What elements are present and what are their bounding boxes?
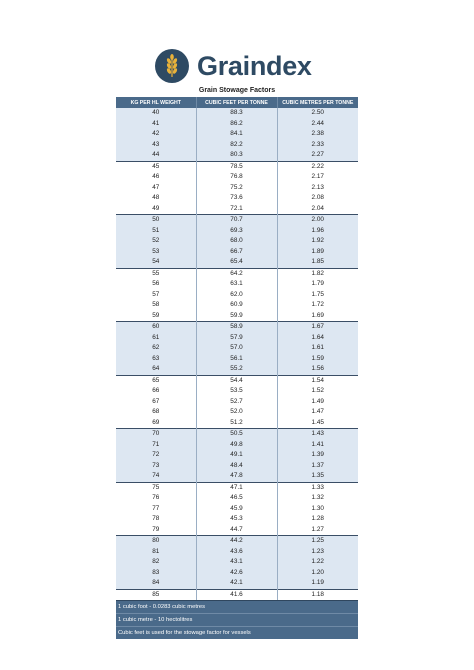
cell-cubic-metres: 1.82: [277, 268, 358, 279]
table-row: [116, 183, 358, 194]
cell-cubic-feet: 66.7: [196, 247, 277, 258]
cell-cubic-feet: 46.5: [196, 493, 277, 504]
cell-cubic-feet: 44.7: [196, 525, 277, 536]
cell-cubic-feet: 57.9: [196, 333, 277, 344]
cell-cubic-metres: 2.04: [277, 204, 358, 215]
cell-cubic-metres: 1.23: [277, 547, 358, 558]
cell-kg-per-hl: 66: [116, 386, 196, 397]
column-header-cubic-feet: CUBIC FEET PER TONNE: [196, 97, 277, 108]
cell-cubic-feet: 47.1: [196, 482, 277, 493]
cell-kg-per-hl: 79: [116, 525, 196, 536]
cell-cubic-feet: 70.7: [196, 215, 277, 226]
cell-cubic-metres: 1.30: [277, 504, 358, 515]
cell-cubic-feet: 80.3: [196, 150, 277, 161]
cell-cubic-feet: 49.8: [196, 440, 277, 451]
table-row: [116, 557, 358, 568]
table-row: [116, 354, 358, 365]
table-row: [116, 386, 358, 397]
cell-kg-per-hl: 56: [116, 279, 196, 290]
cell-cubic-feet: 42.6: [196, 568, 277, 579]
table-row: [116, 461, 358, 472]
cell-cubic-metres: 1.67: [277, 322, 358, 333]
table-row: [116, 172, 358, 183]
cell-cubic-feet: 44.2: [196, 536, 277, 547]
cell-cubic-metres: 1.28: [277, 514, 358, 525]
cell-cubic-metres: 2.50: [277, 108, 358, 119]
cell-cubic-metres: 2.38: [277, 129, 358, 140]
cell-cubic-metres: 1.20: [277, 568, 358, 579]
cell-kg-per-hl: 58: [116, 300, 196, 311]
cell-kg-per-hl: 45: [116, 161, 196, 172]
cell-cubic-feet: 59.9: [196, 311, 277, 322]
cell-kg-per-hl: 74: [116, 471, 196, 482]
table-row: [116, 536, 358, 547]
table-row: [116, 364, 358, 375]
cell-cubic-feet: 84.1: [196, 129, 277, 140]
table-row: [116, 236, 358, 247]
cell-cubic-feet: 78.5: [196, 161, 277, 172]
table-row: [116, 514, 358, 525]
cell-cubic-metres: 1.49: [277, 397, 358, 408]
brand-name: Graindex: [197, 50, 312, 81]
cell-kg-per-hl: 50: [116, 215, 196, 226]
cell-kg-per-hl: 57: [116, 290, 196, 301]
cell-cubic-feet: 58.9: [196, 322, 277, 333]
cell-cubic-metres: 2.22: [277, 161, 358, 172]
table-row: [116, 429, 358, 440]
cell-cubic-metres: 1.72: [277, 300, 358, 311]
cell-cubic-metres: 1.33: [277, 482, 358, 493]
cell-kg-per-hl: 59: [116, 311, 196, 322]
cell-cubic-metres: 2.13: [277, 183, 358, 194]
cell-cubic-metres: 1.47: [277, 407, 358, 418]
cell-kg-per-hl: 61: [116, 333, 196, 344]
cell-kg-per-hl: 55: [116, 268, 196, 279]
cell-cubic-feet: 57.0: [196, 343, 277, 354]
cell-cubic-metres: 1.27: [277, 525, 358, 536]
cell-cubic-feet: 42.1: [196, 578, 277, 589]
cell-kg-per-hl: 69: [116, 418, 196, 429]
stowage-factors-table: [116, 97, 358, 600]
cell-kg-per-hl: 52: [116, 236, 196, 247]
cell-cubic-feet: 63.1: [196, 279, 277, 290]
table-row: [116, 129, 358, 140]
cell-cubic-feet: 75.2: [196, 183, 277, 194]
cell-kg-per-hl: 70: [116, 429, 196, 440]
table-row: [116, 204, 358, 215]
cell-cubic-feet: 52.7: [196, 397, 277, 408]
cell-cubic-metres: 1.64: [277, 333, 358, 344]
table-row: [116, 471, 358, 482]
table-row: [116, 375, 358, 386]
cell-cubic-metres: 1.35: [277, 471, 358, 482]
table-row: [116, 440, 358, 451]
cell-kg-per-hl: 43: [116, 140, 196, 151]
table-header-row: [116, 97, 358, 108]
cell-kg-per-hl: 64: [116, 364, 196, 375]
table-row: [116, 140, 358, 151]
cell-kg-per-hl: 80: [116, 536, 196, 547]
cell-cubic-feet: 41.6: [196, 589, 277, 600]
note-cubic-metre: 1 cubic metre - 10 hectolitres: [116, 613, 358, 626]
table-row: [116, 568, 358, 579]
cell-kg-per-hl: 63: [116, 354, 196, 365]
table-row: [116, 161, 358, 172]
cell-kg-per-hl: 82: [116, 557, 196, 568]
cell-kg-per-hl: 84: [116, 578, 196, 589]
cell-cubic-metres: 1.25: [277, 536, 358, 547]
notes-block: [116, 600, 358, 639]
table-row: [116, 119, 358, 130]
cell-cubic-metres: 1.45: [277, 418, 358, 429]
cell-kg-per-hl: 81: [116, 547, 196, 558]
cell-cubic-feet: 60.9: [196, 300, 277, 311]
table-row: [116, 311, 358, 322]
cell-kg-per-hl: 78: [116, 514, 196, 525]
table-row: [116, 547, 358, 558]
cell-cubic-metres: 1.96: [277, 226, 358, 237]
cell-kg-per-hl: 76: [116, 493, 196, 504]
cell-cubic-metres: 1.32: [277, 493, 358, 504]
cell-cubic-metres: 1.54: [277, 375, 358, 386]
cell-cubic-feet: 55.2: [196, 364, 277, 375]
cell-cubic-feet: 50.5: [196, 429, 277, 440]
cell-cubic-feet: 43.6: [196, 547, 277, 558]
table-row: [116, 247, 358, 258]
cell-cubic-metres: 1.43: [277, 429, 358, 440]
cell-cubic-feet: 65.4: [196, 257, 277, 268]
cell-kg-per-hl: 49: [116, 204, 196, 215]
table-row: [116, 343, 358, 354]
table-row: [116, 279, 358, 290]
table-row: [116, 150, 358, 161]
cell-cubic-feet: 43.1: [196, 557, 277, 568]
cell-kg-per-hl: 77: [116, 504, 196, 515]
cell-cubic-metres: 1.22: [277, 557, 358, 568]
cell-cubic-metres: 1.18: [277, 589, 358, 600]
cell-cubic-feet: 45.9: [196, 504, 277, 515]
cell-cubic-metres: 1.52: [277, 386, 358, 397]
column-header-cubic-metres: CUBIC METRES PER TONNE: [277, 97, 358, 108]
table-row: [116, 397, 358, 408]
cell-cubic-metres: 2.17: [277, 172, 358, 183]
cell-cubic-feet: 48.4: [196, 461, 277, 472]
table-row: [116, 504, 358, 515]
cell-cubic-metres: 1.69: [277, 311, 358, 322]
cell-kg-per-hl: 62: [116, 343, 196, 354]
cell-kg-per-hl: 71: [116, 440, 196, 451]
cell-kg-per-hl: 47: [116, 183, 196, 194]
table-row: [116, 418, 358, 429]
cell-kg-per-hl: 48: [116, 193, 196, 204]
cell-cubic-feet: 88.3: [196, 108, 277, 119]
cell-kg-per-hl: 72: [116, 450, 196, 461]
table-row: [116, 493, 358, 504]
cell-kg-per-hl: 60: [116, 322, 196, 333]
cell-cubic-feet: 73.6: [196, 193, 277, 204]
table-row: [116, 300, 358, 311]
cell-kg-per-hl: 41: [116, 119, 196, 130]
stowage-table-container: [116, 97, 358, 639]
cell-kg-per-hl: 51: [116, 226, 196, 237]
cell-cubic-metres: 2.27: [277, 150, 358, 161]
cell-cubic-metres: 2.00: [277, 215, 358, 226]
table-row: [116, 482, 358, 493]
cell-kg-per-hl: 46: [116, 172, 196, 183]
table-row: [116, 322, 358, 333]
cell-cubic-metres: 2.33: [277, 140, 358, 151]
cell-kg-per-hl: 54: [116, 257, 196, 268]
cell-cubic-feet: 62.0: [196, 290, 277, 301]
cell-cubic-feet: 56.1: [196, 354, 277, 365]
table-row: [116, 525, 358, 536]
cell-cubic-feet: 64.2: [196, 268, 277, 279]
cell-cubic-metres: 1.59: [277, 354, 358, 365]
wheat-icon: [155, 49, 189, 83]
cell-cubic-feet: 69.3: [196, 226, 277, 237]
cell-cubic-metres: 1.79: [277, 279, 358, 290]
table-row: [116, 333, 358, 344]
cell-cubic-feet: 52.0: [196, 407, 277, 418]
table-row: [116, 589, 358, 600]
table-row: [116, 578, 358, 589]
cell-cubic-metres: 1.56: [277, 364, 358, 375]
cell-cubic-metres: 1.61: [277, 343, 358, 354]
cell-kg-per-hl: 73: [116, 461, 196, 472]
cell-cubic-feet: 49.1: [196, 450, 277, 461]
cell-cubic-feet: 76.8: [196, 172, 277, 183]
table-row: [116, 268, 358, 279]
column-header-kg-per-hl: KG PER HL WEIGHT: [116, 97, 196, 108]
cell-cubic-metres: 1.85: [277, 257, 358, 268]
cell-cubic-metres: 1.89: [277, 247, 358, 258]
cell-kg-per-hl: 83: [116, 568, 196, 579]
table-row: [116, 450, 358, 461]
table-row: [116, 226, 358, 237]
cell-kg-per-hl: 68: [116, 407, 196, 418]
cell-cubic-metres: 2.44: [277, 119, 358, 130]
cell-cubic-metres: 1.19: [277, 578, 358, 589]
table-row: [116, 407, 358, 418]
cell-kg-per-hl: 75: [116, 482, 196, 493]
cell-cubic-metres: 2.08: [277, 193, 358, 204]
cell-cubic-feet: 86.2: [196, 119, 277, 130]
note-stowage-usage: Cubic feet is used for the stowage factor for vessels: [116, 626, 358, 639]
graindex-logo: [155, 48, 325, 84]
cell-kg-per-hl: 42: [116, 129, 196, 140]
cell-cubic-feet: 51.2: [196, 418, 277, 429]
table-row: [116, 257, 358, 268]
cell-cubic-feet: 72.1: [196, 204, 277, 215]
cell-kg-per-hl: 40: [116, 108, 196, 119]
table-row: [116, 215, 358, 226]
cell-kg-per-hl: 44: [116, 150, 196, 161]
cell-kg-per-hl: 65: [116, 375, 196, 386]
cell-cubic-metres: 1.37: [277, 461, 358, 472]
table-row: [116, 108, 358, 119]
cell-kg-per-hl: 53: [116, 247, 196, 258]
table-row: [116, 193, 358, 204]
cell-cubic-metres: 1.92: [277, 236, 358, 247]
note-cubic-foot: 1 cubic foot - 0.0283 cubic metres: [116, 600, 358, 613]
cell-cubic-metres: 1.39: [277, 450, 358, 461]
cell-cubic-metres: 1.41: [277, 440, 358, 451]
cell-cubic-feet: 53.5: [196, 386, 277, 397]
page-title: Grain Stowage Factors: [198, 87, 276, 94]
cell-cubic-metres: 1.75: [277, 290, 358, 301]
cell-kg-per-hl: 85: [116, 589, 196, 600]
table-row: [116, 290, 358, 301]
cell-kg-per-hl: 67: [116, 397, 196, 408]
cell-cubic-feet: 47.8: [196, 471, 277, 482]
cell-cubic-feet: 82.2: [196, 140, 277, 151]
cell-cubic-feet: 45.3: [196, 514, 277, 525]
cell-cubic-feet: 54.4: [196, 375, 277, 386]
cell-cubic-feet: 68.0: [196, 236, 277, 247]
